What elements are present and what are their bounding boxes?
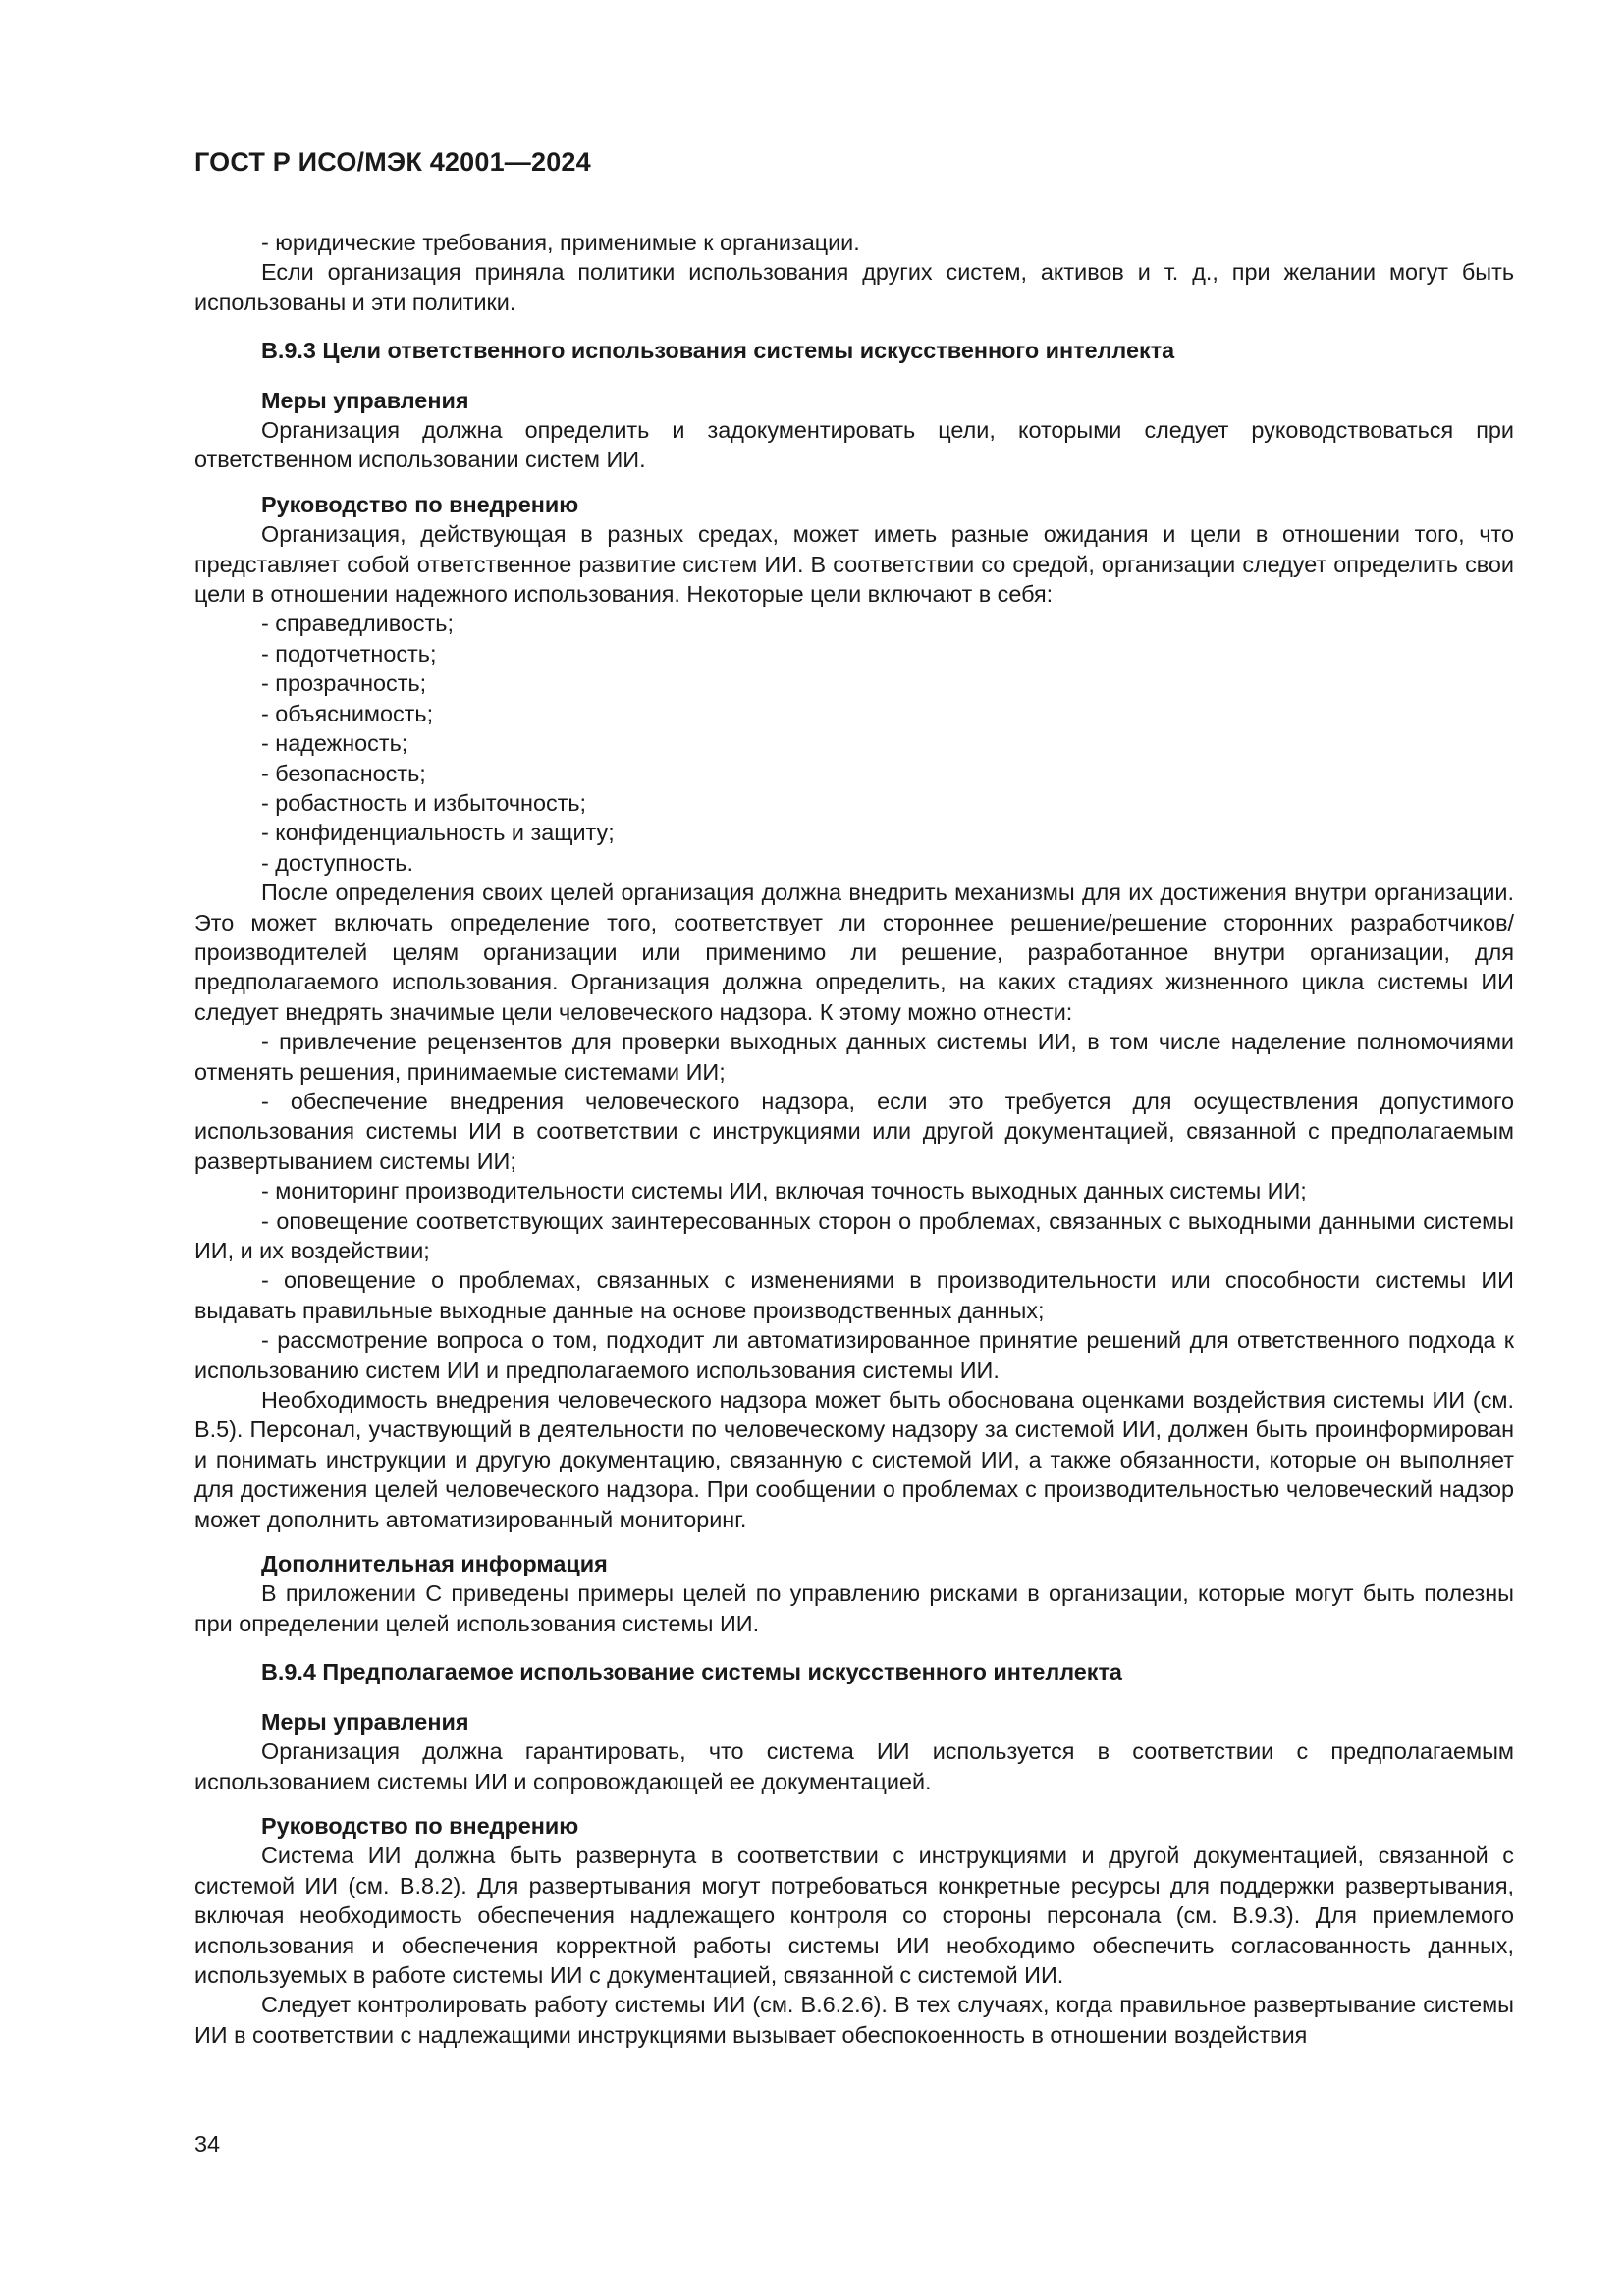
goal-list-item: - надежность; [261,730,408,757]
page-number: 34 [194,2131,221,2157]
goal-list-item: - подотчетность; [261,640,437,667]
controls-paragraph: Организация должна определить и задокументировать цели, которыми следует руководствоваться при ответственном использовании систем ИИ. [194,417,1514,473]
goal-list-item: - объяснимость; [261,700,434,726]
after-goals-paragraph: После определения своих целей организация должна внедрить механизмы для их достижения внутри организации. Это может включать определение того, соответствует ли стороннее решение/решение сторонних разработчиков/производителей целям организации или применимо ли решение, разработанное внутри организации, для предполагаемого использования. Организация должна определить, на каких стадиях жизненного цикла системы ИИ следует внедрять значимые цели человеческого надзора. К этому можно отнести: [194,880,1514,1025]
monitoring-paragraph: Следует контролировать работу системы ИИ (см. В.6.2.6). В тех случаях, когда правильное развертывание системы ИИ в соответствии с надлежащими инструкциями вызывает обеспокоенность в отношении воздействия [194,1992,1514,2048]
goal-list-item: - конфиденциальность и защиту; [261,820,615,846]
intro-list-item: - юридические требования, применимые к организации. [261,230,860,255]
subheading-controls: Меры управления [261,387,469,413]
document-header-title: ГОСТ Р ИСО/МЭК 42001—2024 [194,147,591,177]
goal-list-item: - безопасность; [261,760,426,786]
section-heading-b94: В.9.4 Предполагаемое использование системы искусственного интеллекта [261,1659,1122,1685]
oversight-list-item: - обеспечение внедрения человеческого надзора, если это требуется для осуществления допустимого использования системы ИИ в соответствии с инструкциями или другой документацией, связанной с предполагаемым развертыванием системы ИИ; [194,1088,1514,1174]
goal-list-item: - доступность. [261,849,413,876]
document-body [194,228,1514,2050]
oversight-list-item: - рассмотрение вопроса о том, подходит ли автоматизированное принятие решений для ответственного подхода к использованию систем ИИ и предполагаемого использования системы ИИ. [194,1327,1514,1383]
additional-info-paragraph: В приложении С приведены примеры целей по управлению рисками в организации, которые могут быть полезны при определении целей использования системы ИИ. [194,1580,1514,1636]
subheading-additional-info: Дополнительная информация [261,1551,608,1577]
subheading-guidance: Руководство по внедрению [261,1812,579,1839]
oversight-list-item: - привлечение рецензентов для проверки выходных данных системы ИИ, в том числе наделение полномочиями отменять решения, принимаемые системами ИИ; [194,1029,1514,1085]
goal-list-item: - прозрачность; [261,670,427,697]
goal-list-item: - робастность и избыточность; [261,789,587,816]
guidance-paragraph: Организация, действующая в разных средах, может иметь разные ожидания и цели в отношении того, что представляет собой ответственное развитие систем ИИ. В соответствии со средой, организации следует определить свои цели в отношении надежного использования. Некоторые цели включают в себя: [194,521,1514,608]
controls-paragraph: Организация должна гарантировать, что система ИИ используется в соответствии с предполагаемым использованием системы ИИ и сопровождающей ее документацией. [194,1738,1514,1794]
intro-paragraph: Если организация приняла политики использования других систем, активов и т. д., при желании могут быть использованы и эти политики. [194,259,1514,315]
goal-list-item: - справедливость; [261,611,454,637]
guidance-paragraph: Система ИИ должна быть развернута в соответствии с инструкциями и другой документацией, связанной с системой ИИ (см. В.8.2). Для развертывания могут потребоваться конкретные ресурсы для поддержки развертывания, включая необходимость обеспечения надлежащего контроля со стороны персонала (см. В.9.3). Для приемлемого использования и обеспечения корректной работы системы ИИ необходимо обеспечить согласованность данных, используемых в работе системы ИИ с документацией, связанной с системой ИИ. [194,1842,1514,1988]
section-heading-b93: В.9.3 Цели ответственного использования системы искусственного интеллекта [261,338,1175,364]
subheading-controls: Меры управления [261,1708,469,1735]
oversight-list-item: - оповещение о проблемах, связанных с изменениями в производительности или способности системы ИИ выдавать правильные выходные данные на основе производственных данных; [194,1267,1514,1323]
necessity-paragraph: Необходимость внедрения человеческого надзора может быть обоснована оценками воздействия системы ИИ (см. В.5). Персонал, участвующий в деятельности по человеческому надзору за системой ИИ, должен быть проинформирован и понимать инструкции и другую документацию, связанную с системой ИИ, а также обязанности, которые он выполняет для достижения целей человеческого надзора. При сообщении о проблемах с производительностью человеческий надзор может дополнить автоматизированный мониторинг. [194,1387,1514,1532]
subheading-guidance: Руководство по внедрению [261,491,579,517]
oversight-list-item: - оповещение соответствующих заинтересованных сторон о проблемах, связанных с выходными данными системы ИИ, и их воздействии; [194,1207,1514,1263]
oversight-list-item: - мониторинг производительности системы ИИ, включая точность выходных данных системы ИИ; [261,1178,1307,1204]
